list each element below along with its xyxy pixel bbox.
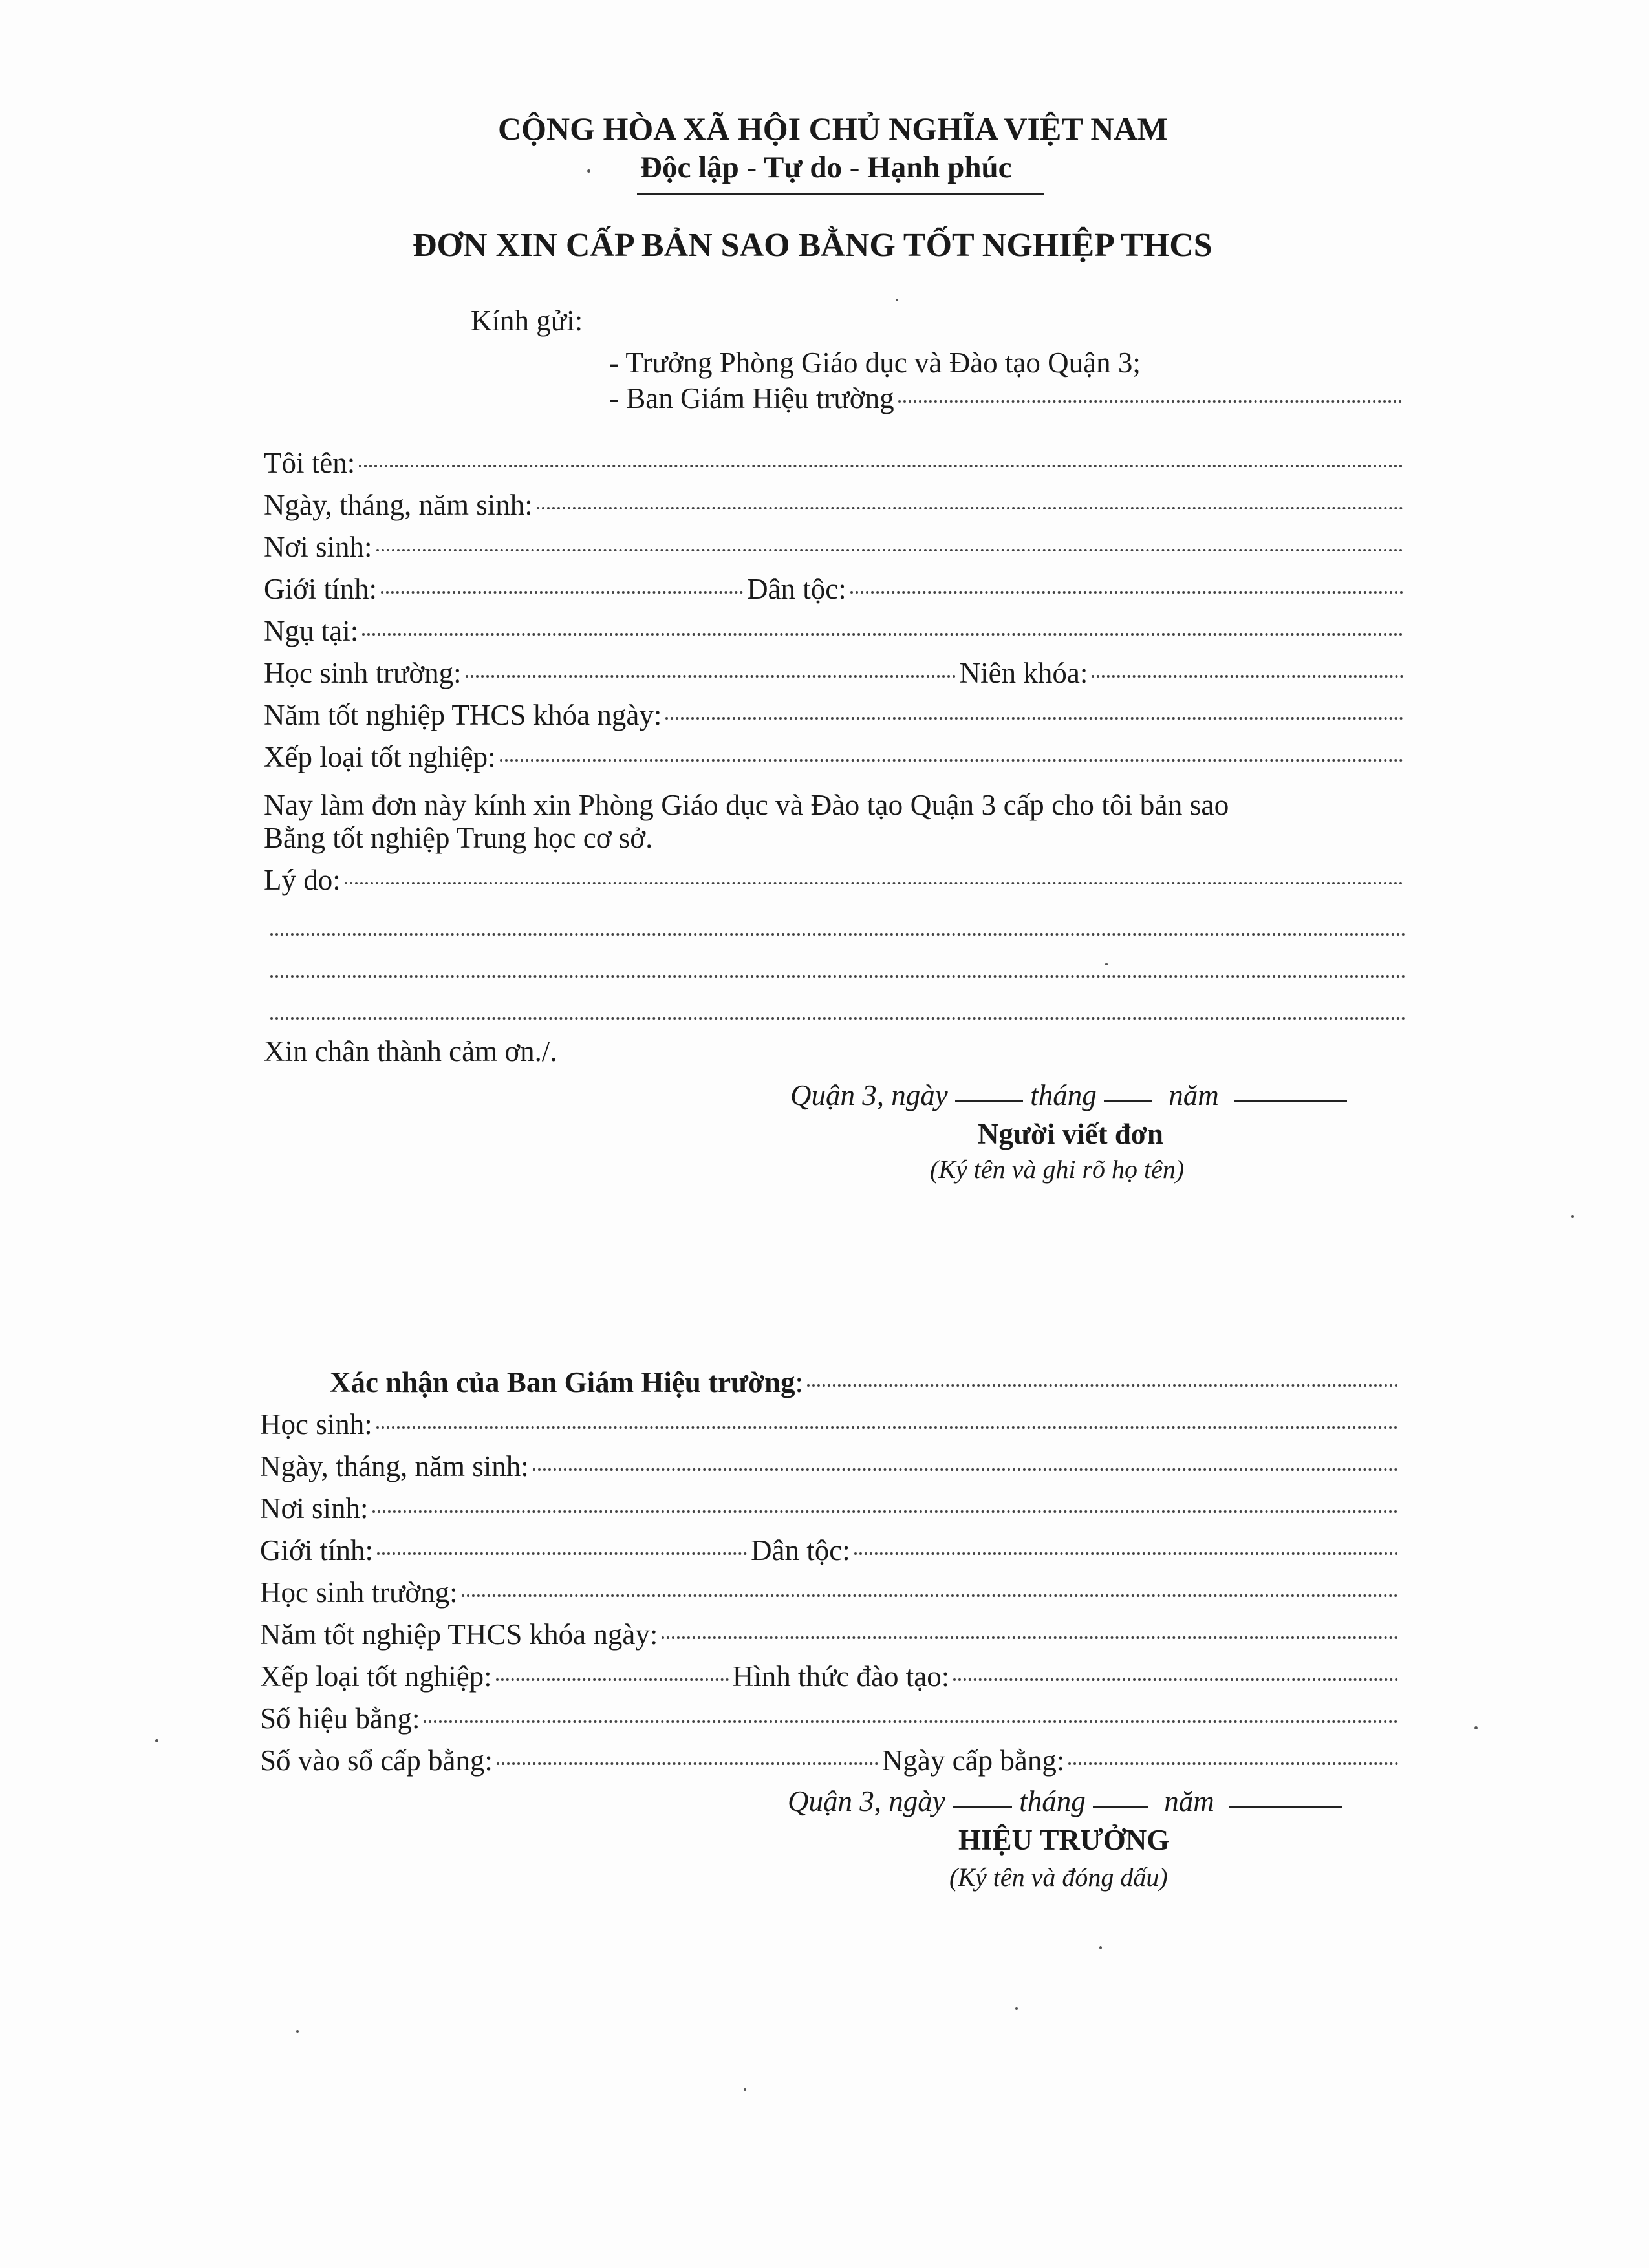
c-register-label: Số vào sổ cấp bằng: <box>260 1744 493 1777</box>
confirmation-heading-colon: : <box>795 1366 804 1398</box>
school-blank[interactable] <box>466 675 956 678</box>
school-label: Học sinh trường: <box>264 657 462 689</box>
c-birthplace-blank[interactable] <box>372 1510 1398 1513</box>
c-issue-date-label: Ngày cấp bằng: <box>881 1744 1065 1777</box>
school-year-blank[interactable] <box>1092 675 1403 678</box>
reason-line-4[interactable] <box>270 1017 1406 1020</box>
month-blank-2[interactable] <box>1093 1806 1148 1808</box>
principal-role: HIỆU TRƯỞNG <box>958 1824 1170 1856</box>
confirmation-school-blank[interactable] <box>807 1384 1398 1387</box>
reason-blank[interactable] <box>345 882 1403 884</box>
scan-speck <box>296 2030 299 2033</box>
c-grad-year-blank[interactable] <box>662 1636 1398 1639</box>
month-label: tháng <box>1030 1079 1097 1111</box>
c-student-label: Học sinh: <box>260 1408 372 1440</box>
c-school-field[interactable] <box>260 1576 1402 1614</box>
residence-blank[interactable] <box>362 633 1403 636</box>
school-name-blank[interactable] <box>898 400 1402 403</box>
ethnicity-blank[interactable] <box>850 591 1403 594</box>
day-blank[interactable] <box>955 1100 1023 1102</box>
c-issue-date-blank[interactable] <box>1068 1762 1398 1765</box>
c-cert-number-blank[interactable] <box>424 1720 1398 1723</box>
scan-speck <box>1571 1215 1574 1218</box>
c-school-blank[interactable] <box>462 1594 1398 1597</box>
confirmation-heading[interactable] <box>330 1365 1402 1404</box>
date-place-2: Quận 3, ngày <box>788 1785 945 1817</box>
applicant-role: Người viết đơn <box>978 1118 1163 1150</box>
date-line-2 <box>788 1784 1342 1818</box>
day-blank-2[interactable] <box>953 1806 1012 1808</box>
c-gender-blank[interactable] <box>377 1552 747 1555</box>
scan-speck <box>1099 1946 1102 1949</box>
scan-speck <box>1015 2007 1018 2010</box>
school-year-label: Niên khóa: <box>959 657 1088 689</box>
grad-year-blank[interactable] <box>665 717 1403 720</box>
recipient-line-2-label: - Ban Giám Hiệu trường <box>609 382 894 414</box>
document-title: ĐƠN XIN CẤP BẢN SAO BẰNG TỐT NGHIỆP THCS <box>413 227 1212 264</box>
c-grad-year-field[interactable] <box>260 1618 1402 1656</box>
confirmation-heading-label: Xác nhận của Ban Giám Hiệu trường <box>330 1366 795 1398</box>
month-label-2: tháng <box>1019 1785 1086 1817</box>
grad-year-field[interactable] <box>264 698 1407 737</box>
gender-blank[interactable] <box>381 591 743 594</box>
grad-year-label: Năm tốt nghiệp THCS khóa ngày: <box>264 699 662 731</box>
birthplace-blank[interactable] <box>376 549 1403 551</box>
residence-label: Ngụ tại: <box>264 615 359 647</box>
date-place: Quận 3, ngày <box>790 1079 948 1111</box>
birthplace-label: Nơi sinh: <box>264 531 372 563</box>
thanks-text: Xin chân thành cảm ơn./. <box>264 1035 557 1067</box>
nation-title: CỘNG HÒA XÃ HỘI CHỦ NGHĨA VIỆT NAM <box>498 111 1168 147</box>
c-school-label: Học sinh trường: <box>260 1576 458 1609</box>
c-student-blank[interactable] <box>376 1426 1398 1429</box>
request-text-cont: Bằng tốt nghiệp Trung học cơ sở. <box>264 822 653 854</box>
reason-line-2[interactable] <box>270 933 1406 936</box>
dob-field[interactable] <box>264 488 1407 527</box>
applicant-sign-note: (Ký tên và ghi rõ họ tên) <box>930 1155 1185 1184</box>
c-grade-blank[interactable] <box>496 1678 729 1681</box>
request-text: Nay làm đơn này kính xin Phòng Giáo dục và Đào tạo Quận 3 cấp cho tôi bản sao <box>264 788 1229 821</box>
c-student-field[interactable] <box>260 1407 1402 1446</box>
c-ethnicity-label: Dân tộc: <box>751 1534 850 1567</box>
ethnicity-label: Dân tộc: <box>747 573 846 605</box>
c-cert-number-field[interactable] <box>260 1702 1402 1740</box>
month-blank[interactable] <box>1104 1100 1152 1102</box>
reason-label: Lý do: <box>264 864 341 896</box>
scan-speck <box>896 299 898 301</box>
c-gender-ethnicity-field[interactable] <box>260 1534 1402 1572</box>
grade-label: Xếp loại tốt nghiệp: <box>264 741 496 773</box>
c-grad-year-label: Năm tốt nghiệp THCS khóa ngày: <box>260 1618 658 1651</box>
recipient-line-2[interactable] <box>609 381 1406 420</box>
grade-field[interactable] <box>264 740 1407 779</box>
greeting: Kính gửi: <box>471 305 583 337</box>
scan-speck <box>155 1739 158 1742</box>
c-register-field[interactable] <box>260 1744 1402 1782</box>
motto: Độc lập - Tự do - Hạnh phúc <box>640 151 1012 184</box>
scan-speck <box>587 169 590 173</box>
name-blank[interactable] <box>359 465 1403 467</box>
name-field[interactable] <box>264 446 1407 485</box>
c-grade-field[interactable] <box>260 1660 1402 1698</box>
c-gender-label: Giới tính: <box>260 1534 374 1567</box>
c-birthplace-label: Nơi sinh: <box>260 1492 369 1524</box>
date-line-1 <box>790 1078 1347 1112</box>
year-label-2: năm <box>1164 1785 1214 1817</box>
c-dob-blank[interactable] <box>533 1468 1398 1471</box>
grade-blank[interactable] <box>500 759 1403 762</box>
residence-field[interactable] <box>264 614 1407 653</box>
c-dob-field[interactable] <box>260 1450 1402 1488</box>
scan-speck <box>1105 963 1108 965</box>
gender-label: Giới tính: <box>264 573 378 605</box>
year-label: năm <box>1169 1079 1219 1111</box>
year-blank[interactable] <box>1234 1100 1347 1102</box>
c-register-blank[interactable] <box>497 1762 878 1765</box>
dob-blank[interactable] <box>537 507 1403 509</box>
c-ethnicity-blank[interactable] <box>854 1552 1398 1555</box>
scan-speck <box>744 2088 746 2091</box>
c-training-form-blank[interactable] <box>953 1678 1398 1681</box>
c-dob-label: Ngày, tháng, năm sinh: <box>260 1450 529 1482</box>
school-field[interactable] <box>264 656 1407 695</box>
gender-ethnicity-field[interactable] <box>264 572 1407 611</box>
scan-speck <box>1474 1726 1478 1729</box>
reason-line-3[interactable] <box>270 975 1406 978</box>
recipient-line-1: - Trưởng Phòng Giáo dục và Đào tạo Quận 3; <box>609 347 1141 379</box>
name-label: Tôi tên: <box>264 447 356 479</box>
motto-underline <box>637 193 1044 195</box>
c-training-form-label: Hình thức đào tạo: <box>732 1660 950 1693</box>
year-blank-2[interactable] <box>1229 1806 1342 1808</box>
c-grade-label: Xếp loại tốt nghiệp: <box>260 1660 492 1693</box>
birthplace-field[interactable] <box>264 530 1407 569</box>
c-cert-number-label: Số hiệu bằng: <box>260 1702 420 1735</box>
dob-label: Ngày, tháng, năm sinh: <box>264 489 533 521</box>
principal-sign-note: (Ký tên và đóng dấu) <box>949 1863 1168 1892</box>
reason-field[interactable] <box>264 863 1407 902</box>
c-birthplace-field[interactable] <box>260 1492 1402 1530</box>
